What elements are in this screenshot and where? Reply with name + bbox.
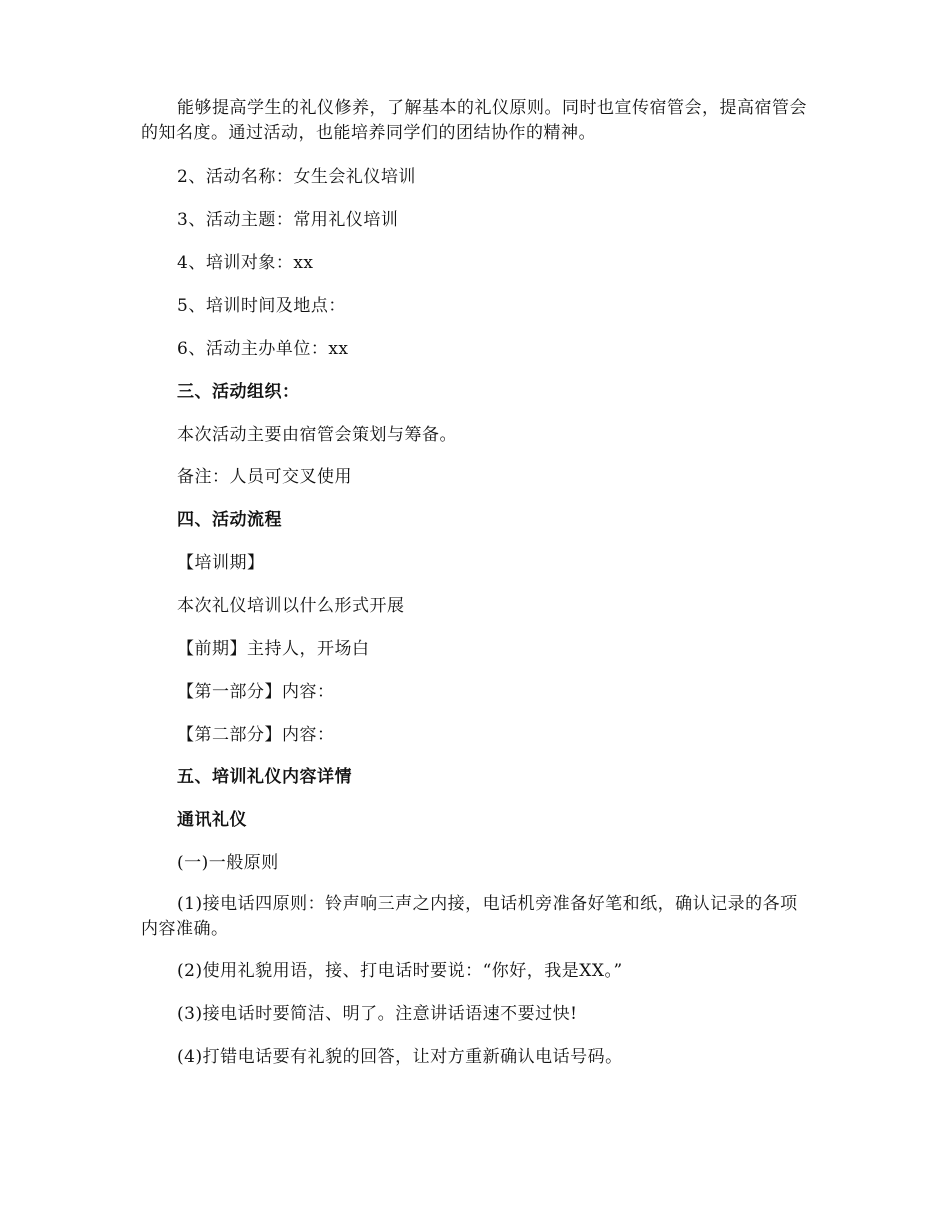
section-heading-process: 四、活动流程 [177,510,282,530]
rule-3-text: (3)接电话时要简洁、明了。注意讲话语速不要过快! [177,1004,578,1024]
training-time-place-line: 5、培训时间及地点： [177,296,346,316]
activity-theme-line: 3、活动主题：常用礼仪培训 [177,210,399,230]
organizer-line: 6、活动主办单位：xx [177,339,349,359]
rule-1-text: (1)接电话四原则：铃声响三声之内接，电话机旁准备好笔和纸，确认记录的各项内容准确。 [141,894,798,939]
training-period-label: 【培训期】 [177,553,265,573]
training-format-text: 本次礼仪培训以什么形式开展 [177,596,405,616]
activity-name-line: 2、活动名称：女生会礼仪培训 [177,167,416,187]
general-principles-heading: (一)一般原则 [177,853,279,873]
section-heading-organization: 三、活动组织： [177,382,300,402]
early-stage-text: 【前期】主持人，开场白 [177,639,370,659]
note-text: 备注：人员可交叉使用 [177,467,352,487]
part-two-text: 【第二部分】内容： [177,725,335,745]
section-heading-content: 五、培训礼仪内容详情 [177,767,352,787]
intro-paragraph: 能够提高学生的礼仪修养，了解基本的礼仪原则。同时也宣传宿管会，提高宿管会的知名度。通过活动，也能培养同学们的团结协作的精神。 [141,98,807,143]
rule-4-text: (4)打错电话要有礼貌的回答，让对方重新确认电话号码。 [177,1047,623,1067]
training-target-line: 4、培训对象：xx [177,253,314,273]
organization-text: 本次活动主要由宿管会策划与筹备。 [177,425,457,445]
subheading-communication: 通讯礼仪 [177,810,247,830]
part-one-text: 【第一部分】内容： [177,682,335,702]
rule-2-text: (2)使用礼貌用语，接、打电话时要说：“你好，我是XX。” [177,961,623,981]
